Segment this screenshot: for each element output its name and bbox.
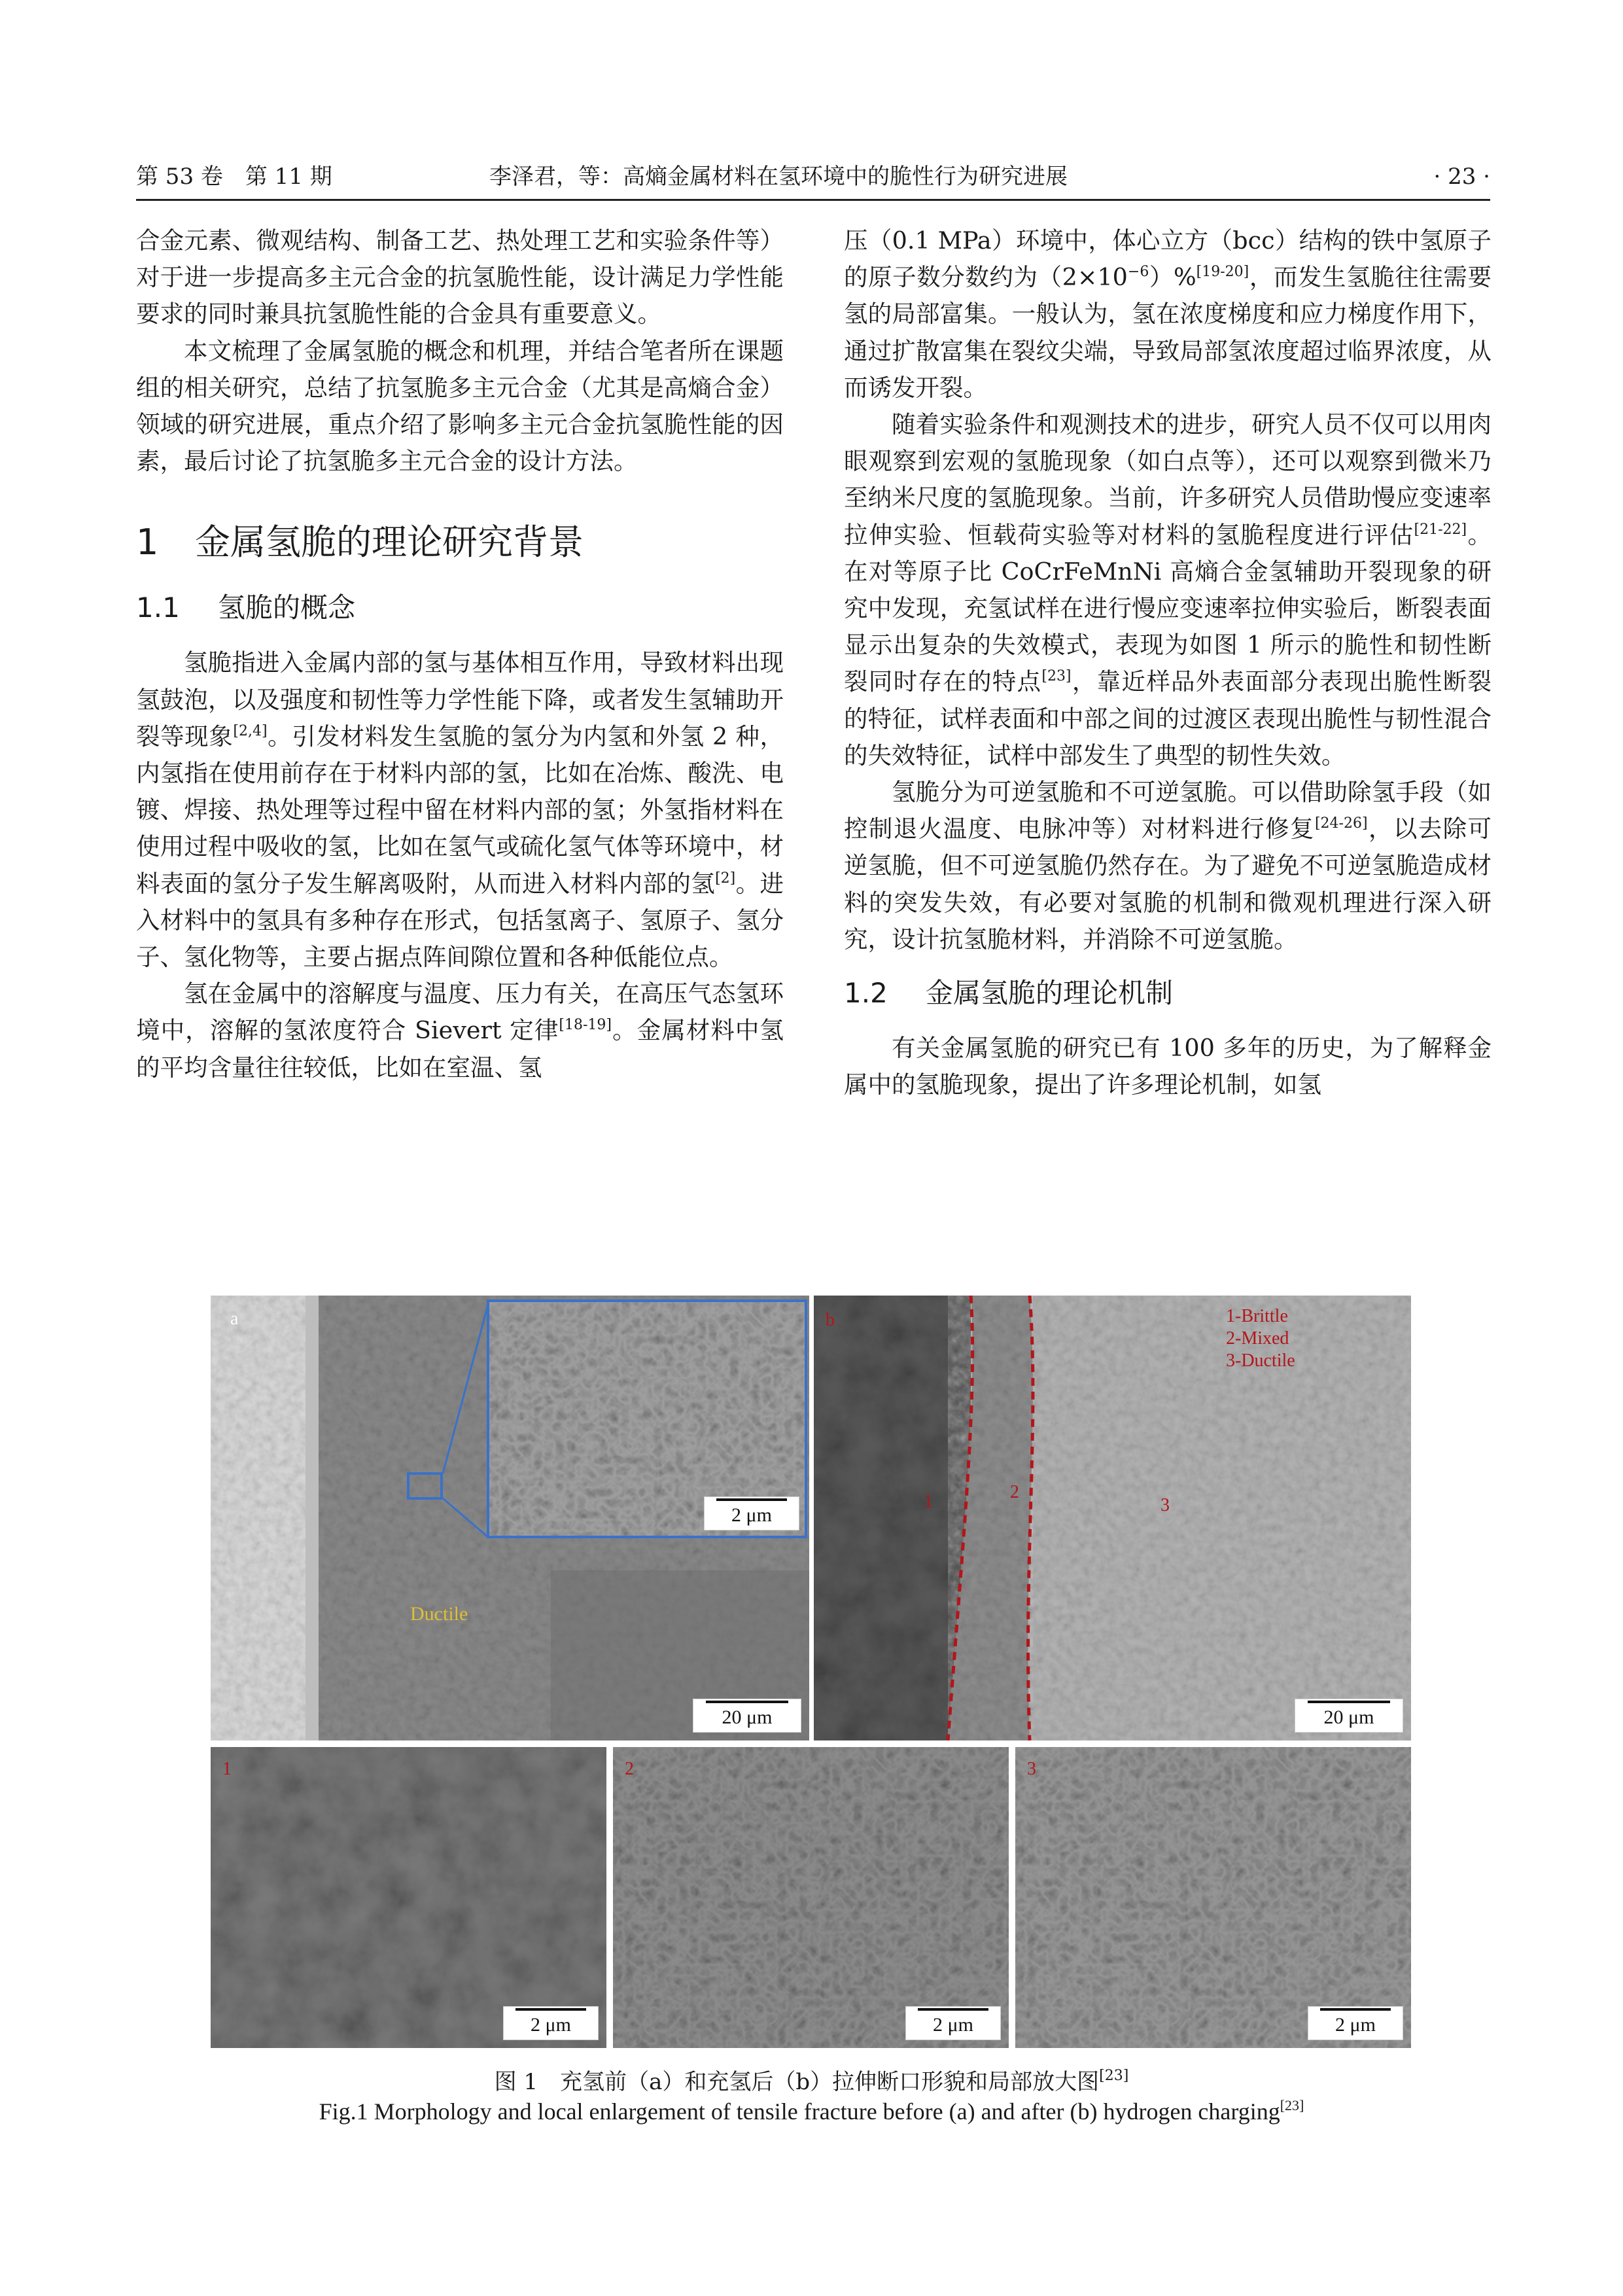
sem-panel-1 bbox=[211, 1747, 606, 2048]
running-title: 李泽君，等：高熵金属材料在氢环境中的脆性行为研究进展 bbox=[489, 164, 1068, 190]
scale-bar: 2 μm bbox=[704, 1496, 799, 1530]
section-heading bbox=[136, 516, 784, 569]
superscript: −6 bbox=[1127, 264, 1149, 281]
citation[interactable]: [2,4] bbox=[233, 722, 268, 739]
legend-mixed: 2-Mixed bbox=[1226, 1328, 1289, 1349]
panel-label-a: a bbox=[230, 1309, 239, 1329]
scale-bar: 2 μm bbox=[503, 2006, 599, 2040]
section-number: 1 bbox=[136, 521, 159, 563]
subsection-title: 金属氢脆的理论机制 bbox=[926, 977, 1174, 1010]
left-column bbox=[136, 222, 784, 1086]
scale-bar: 2 μm bbox=[1308, 2006, 1403, 2040]
paragraph: 氢脆分为可逆氢脆和不可逆氢脆。可以借助除氢手段（如控制退火温度、电脉冲等）对材料进行修复[24-26]，以去除可逆氢脆，但不可逆氢脆仍然存在。为了避免不可逆氢脆造成材料的突发失效，有必要对氢脆的机制和微观机理进行深入研究，设计抗氢脆材料，并消除不可逆氢脆。 bbox=[844, 778, 1492, 953]
header-rule bbox=[136, 199, 1490, 201]
figure-caption-cn: 图 1 充氢前（a）和充氢后（b）拉伸断口形貌和局部放大图[23] bbox=[494, 2068, 1129, 2095]
panel-label-b: b bbox=[826, 1310, 835, 1330]
sem-image-1 bbox=[211, 1747, 606, 2048]
sem-image-2 bbox=[613, 1747, 1009, 2048]
subsection-heading bbox=[844, 974, 1492, 1013]
subsection-heading bbox=[136, 588, 784, 627]
right-column bbox=[844, 222, 1492, 1103]
sem-panel-a bbox=[211, 1296, 809, 1740]
inset-magnified bbox=[487, 1299, 807, 1538]
bottom-panel-label: 2 bbox=[625, 1759, 634, 1779]
paragraph: 氢在金属中的溶解度与温度、压力有关，在高压气态氢环境中，溶解的氢浓度符合 Sievert 定律[18-19]。金属材料中氢的平均含量往往较低，比如在室温、氢 bbox=[136, 980, 784, 1082]
scale-bar: 20 μm bbox=[1295, 1699, 1403, 1733]
citation[interactable]: [23] bbox=[1280, 2097, 1304, 2113]
citation[interactable]: [24-26] bbox=[1314, 815, 1368, 832]
citation[interactable]: [21-22] bbox=[1414, 521, 1467, 538]
volume-issue: 第 53 卷 第 11 期 bbox=[136, 164, 332, 190]
sem-panel-2 bbox=[613, 1747, 1009, 2048]
running-header bbox=[136, 160, 1490, 193]
sem-panel-3 bbox=[1015, 1747, 1411, 2048]
citation[interactable]: [18-19] bbox=[559, 1017, 612, 1034]
scale-bar: 2 μm bbox=[905, 2006, 1001, 2040]
paragraph: 本文梳理了金属氢脆的概念和机理，并结合笔者所在课题组的相关研究，总结了抗氢脆多主元合金（尤其是高熵合金）领域的研究进展，重点介绍了影响多主元合金抗氢脆性能的因素，最后讨论了抗氢脆多主元合金的设计方法。 bbox=[136, 336, 784, 476]
figure-caption-en: Fig.1 Morphology and local enlargement of tensile fracture before (a) and after (b) hydrogen charging[23] bbox=[319, 2097, 1304, 2125]
bottom-panel-label: 1 bbox=[222, 1759, 232, 1779]
scale-bar: 20 μm bbox=[693, 1699, 801, 1733]
ductile-label: Ductile bbox=[410, 1603, 468, 1625]
paragraph: 氢脆指进入金属内部的氢与基体相互作用，导致材料出现氢鼓泡，以及强度和韧性等力学性能下降，或者发生氢辅助开裂等现象[2,4]。引发材料发生氢脆的氢分为内氢和外氢 2 种，内氢指在使用前存在于材料内部的氢，比如在冶炼、酸洗、电镀、焊接、热处理等过程中留在材料内部的氢；外氢指材料在使用过程中吸收的氢，比如在氢气或硫化氢气体等环境中，材料表面的氢分子发生解离吸附，从而进入材料内部的氢[2]。进入材料中的氢具有多种存在形式，包括氢离子、氢原子、氢分子、氢化物等，主要占据点阵间隙位置和各种低能位点。 bbox=[136, 648, 784, 972]
legend-brittle: 1-Brittle bbox=[1226, 1306, 1288, 1326]
zone-label-2: 2 bbox=[1010, 1482, 1019, 1502]
subsection-title: 氢脆的概念 bbox=[218, 592, 356, 624]
sem-image-b bbox=[814, 1296, 1411, 1740]
page-number: · 23 · bbox=[1433, 164, 1490, 190]
zone-label-3: 3 bbox=[1161, 1495, 1170, 1515]
subsection-number: 1.1 bbox=[136, 592, 180, 624]
figure-1 bbox=[211, 1296, 1411, 2061]
citation[interactable]: [23] bbox=[1041, 668, 1072, 685]
citation[interactable]: [2] bbox=[715, 870, 736, 887]
sem-panel-b bbox=[814, 1296, 1411, 1740]
paragraph: 有关金属氢脆的研究已有 100 多年的历史，为了解释金属中的氢脆现象，提出了许多理论机制，如氢 bbox=[844, 1034, 1492, 1099]
legend-ductile: 3-Ductile bbox=[1226, 1351, 1295, 1371]
citation[interactable]: [23] bbox=[1099, 2068, 1129, 2084]
paragraph: 合金元素、微观结构、制备工艺、热处理工艺和实验条件等）对于进一步提高多主元合金的抗氢脆性能，设计满足力学性能要求的同时兼具抗氢脆性能的合金具有重要意义。 bbox=[136, 226, 784, 328]
subsection-number: 1.2 bbox=[844, 977, 888, 1010]
paragraph: 随着实验条件和观测技术的进步，研究人员不仅可以用肉眼观察到宏观的氢脆现象（如白点等），还可以观察到微米乃至纳米尺度的氢脆现象。当前，许多研究人员借助慢应变速率拉伸实验、恒载荷实验等对材料的氢脆程度进行评估[21-22]。在对等原子比 CoCrFeMnNi 高熵合金氢辅助开裂现象的研究中发现，充氢试样在进行慢应变速率拉伸实验后，断裂表面显示出复杂的失效模式，表现为如图 1 所示的脆性和韧性断裂同时存在的特点[23]，靠近样品外表面部分表现出脆性断裂的特征，试样表面和中部之间的过渡区表现出脆性与韧性混合的失效特征，试样中部发生了典型的韧性失效。 bbox=[844, 410, 1492, 769]
paragraph: 压（0.1 MPa）环境中，体心立方（bcc）结构的铁中氢原子的原子数分数约为$(2\times 10^{-6})\%[19-20]$，而发生氢脆往往需要氢的局部富集。一般认为，氢在浓度梯度和应力梯度作用下，通过扩散富集在裂纹尖端，导致局部氢浓度超过临界浓度，从而诱发开裂。 bbox=[844, 226, 1492, 402]
section-title: 金属氢脆的理论研究背景 bbox=[195, 521, 584, 563]
bottom-panel-label: 3 bbox=[1027, 1759, 1036, 1779]
sem-image-3 bbox=[1015, 1747, 1411, 2048]
citation[interactable]: [19-20] bbox=[1196, 264, 1249, 281]
zone-label-1: 1 bbox=[924, 1492, 933, 1512]
